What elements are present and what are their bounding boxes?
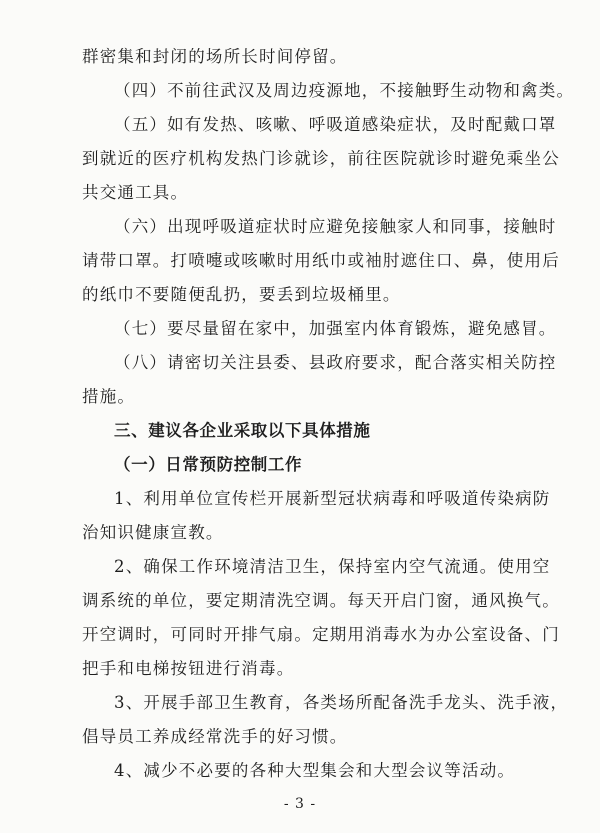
text-line: 的纸巾不要随便乱扔，要丢到垃圾桶里。 (82, 285, 401, 304)
text-line: 把手和电梯按钮进行消毒。 (82, 659, 295, 678)
text-line: 共交通工具。 (82, 183, 189, 202)
subsection-heading: （一）日常预防控制工作 (114, 455, 303, 474)
text-line: 措施。 (82, 387, 136, 406)
text-line: 4、减少不必要的各种大型集会和大型会议等活动。 (114, 761, 516, 780)
text-line: （五）如有发热、咳嗽、呼吸道感染症状，及时配戴口罩 (114, 115, 557, 134)
text-line: 开空调时，可同时开排气扇。定期用消毒水为办公室设备、门 (82, 625, 560, 644)
text-line: 到就近的医疗机构发热门诊就诊，前往医院就诊时避免乘坐公 (82, 149, 560, 168)
text-line: 3、开展手部卫生教育，各类场所配备洗手龙头、洗手液， (114, 693, 569, 712)
text-line: （八）请密切关注县委、县政府要求，配合落实相关防控 (114, 353, 557, 372)
text-line: 2、确保工作环境清洁卫生，保持室内空气流通。使用空 (114, 557, 551, 576)
text-line: （七）要尽量留在家中，加强室内体育锻炼，避免感冒。 (114, 319, 557, 338)
text-line: （六）出现呼吸道症状时应避免接触家人和同事，接触时 (114, 217, 557, 236)
text-line: 请带口罩。打喷嚏或咳嗽时用纸巾或袖肘遮住口、鼻，使用后 (82, 251, 560, 270)
text-line: 群密集和封闭的场所长时间停留。 (82, 47, 348, 66)
text-line: 治知识健康宣教。 (82, 523, 224, 542)
page-number: - 3 - (283, 796, 317, 812)
text-line: 倡导员工养成经常洗手的好习惯。 (82, 727, 348, 746)
text-line: （四）不前往武汉及周边疫源地，不接触野生动物和禽类。 (114, 81, 575, 100)
text-line: 1、利用单位宣传栏开展新型冠状病毒和呼吸道传染病防 (114, 489, 551, 508)
text-line: 调系统的单位，要定期清洗空调。每天开启门窗，通风换气。 (82, 591, 560, 610)
section-heading: 三、建议各企业采取以下具体措施 (114, 421, 371, 440)
